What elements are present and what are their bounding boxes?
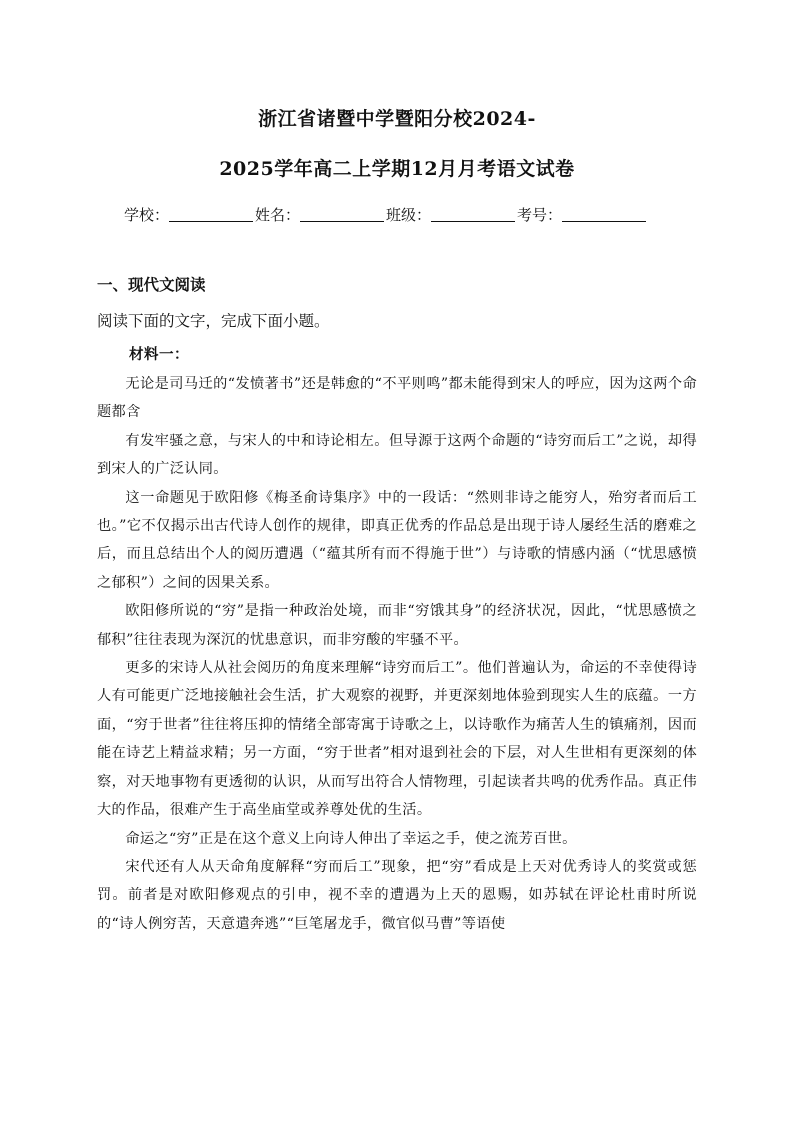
passage-paragraph: 宋代还有人从天命角度解释“穷而后工”现象，把“穷”看成是上天对优秀诗人的奖赏或惩罚。前者是对欧阳修观点的引申，视不幸的遭遇为上天的恩赐，如苏轼在评论杜甫时所说的“诗人例穷苦，天意遣奔逃”“巨笔屠龙手，微官似马曹”等语使	[97, 858, 697, 932]
material-label: 材料一：	[129, 346, 189, 363]
passage-paragraph: 更多的宋诗人从社会阅历的角度来理解“诗穷而后工”。他们普遍认为，命运的不幸使得诗人有可能更广泛地接触社会生活，扩大观察的视野，并更深刻地体验到现实人生的底蕴。一方面，“穷于世者”往往将压抑的情绪全部寄寓于诗歌之上，以诗歌作为痛苦人生的镇痛剂，因而能在诗艺上精益求精；另一方面，“穷于世者”相对退到社会的下层，对人生世相有更深刻的体察，对天地事物有更透彻的认识，从而写出符合人情物理，引起读者共鸣的优秀作品。真正伟大的作品，很难产生于高坐庙堂或养尊处优的生活。	[97, 660, 697, 819]
exam-number-field[interactable]	[517, 204, 648, 225]
passage-paragraph: 命运之“穷”正是在这个意义上向诗人伸出了幸运之手，使之流芳百世。	[125, 830, 577, 847]
reading-instruction: 阅读下面的文字，完成下面小题。	[97, 312, 330, 330]
name-label: 姓名：	[255, 206, 301, 224]
passage-paragraph: 无论是司马迁的“发愤著书”还是韩愈的“不平则鸣”都未能得到宋人的呼应，因为这两个命题都含	[97, 376, 697, 421]
passage-paragraph: 欧阳修所说的“穷”是指一种政治处境，而非“穷饿其身”的经济状况，因此，“忧思感愤之郁积”往往表现为深沉的忧患意识，而非穷酸的牢骚不平。	[97, 603, 697, 648]
class-blank[interactable]	[431, 207, 515, 222]
exam-title-line-1: 浙江省诸暨中学暨阳分校2024-	[258, 108, 536, 130]
school-label: 学校：	[124, 206, 170, 224]
exam-number-label: 考号：	[517, 206, 563, 224]
passage-paragraph: 有发牢骚之意，与宋人的中和诗论相左。但导源于这两个命题的“诗穷而后工”之说，却得到宋人的广泛认同。	[97, 432, 697, 478]
class-label: 班级：	[386, 206, 432, 224]
passage-body	[97, 370, 697, 938]
student-info-row	[124, 204, 684, 225]
class-field[interactable]	[386, 204, 517, 225]
school-blank[interactable]	[169, 207, 253, 222]
section-heading: 一、现代文阅读	[97, 276, 206, 294]
name-field[interactable]	[255, 204, 386, 225]
name-blank[interactable]	[300, 207, 384, 222]
school-field[interactable]	[124, 204, 255, 225]
passage-paragraph: 这一命题见于欧阳修《梅圣俞诗集序》中的一段话：“然则非诗之能穷人，殆穷者而后工也。”它不仅揭示出古代诗人创作的规律，即真正优秀的作品总是出现于诗人屡经生活的磨难之后，而且总结出个人的阅历遭遇（“蕴其所有而不得施于世”）与诗歌的情感内涵（“忧思感愤之郁积”）之间的因果关系。	[97, 489, 697, 591]
exam-title-line-2: 2025学年高二上学期12月月考语文试卷	[219, 158, 575, 180]
exam-number-blank[interactable]	[562, 207, 646, 222]
